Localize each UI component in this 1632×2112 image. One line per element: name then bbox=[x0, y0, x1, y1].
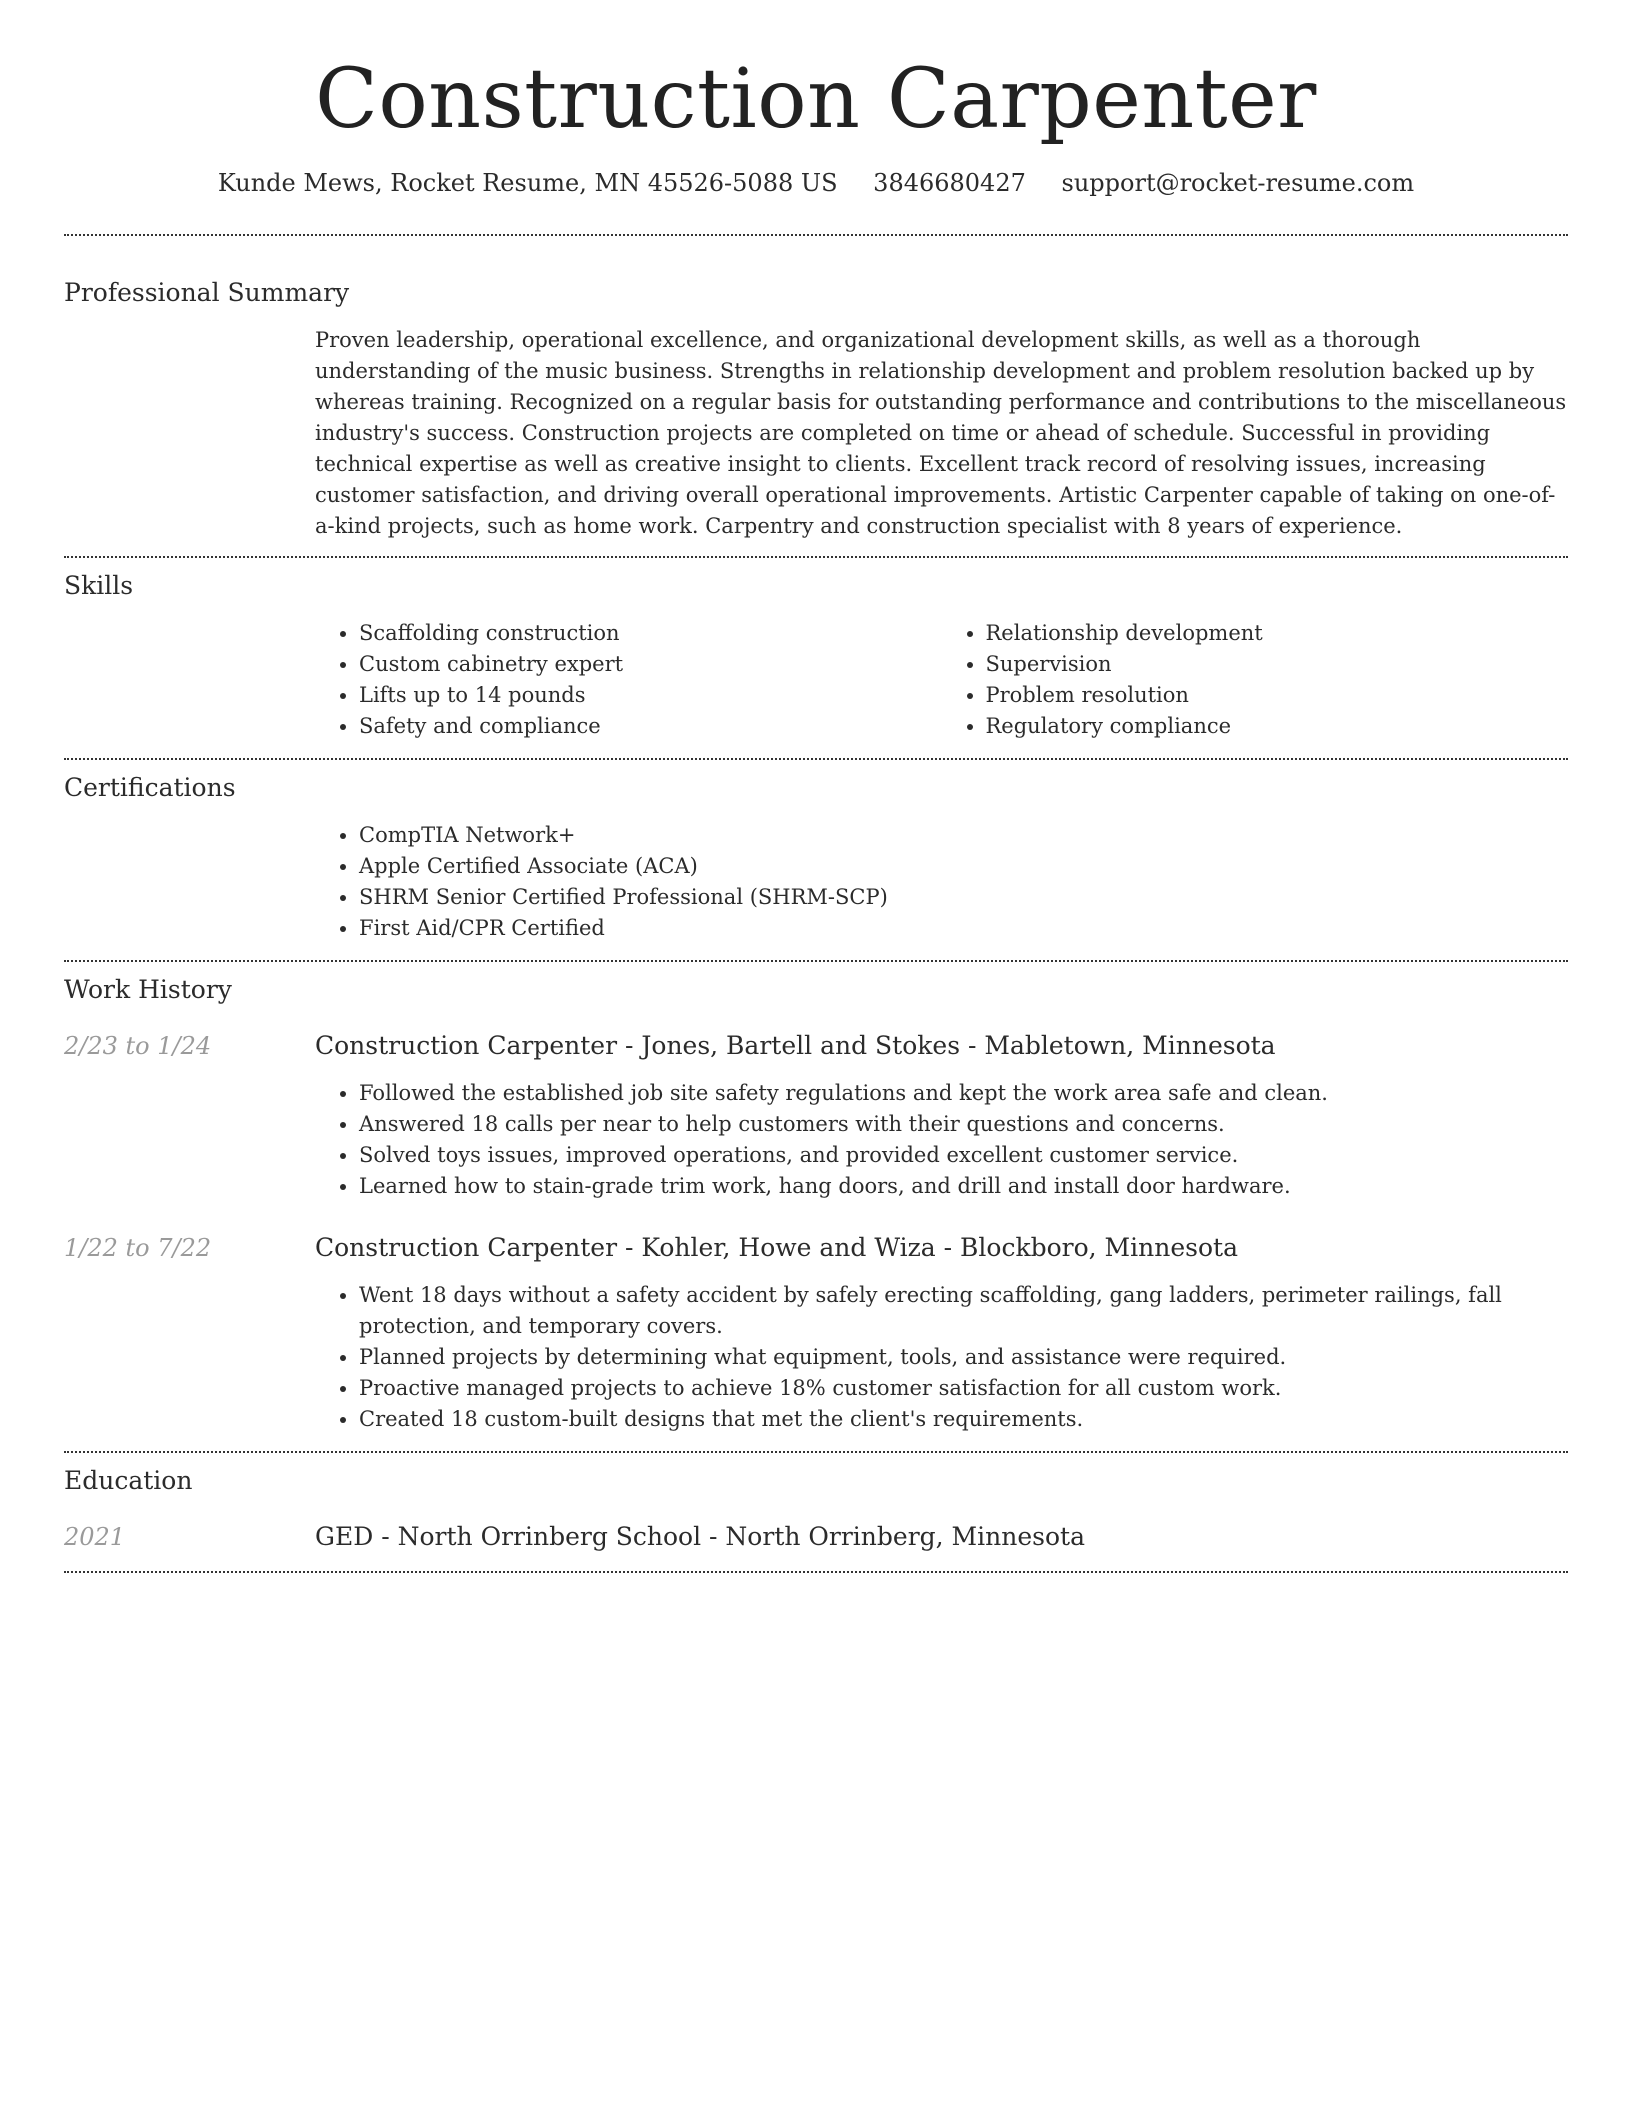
contact-email: support@rocket-resume.com bbox=[1061, 169, 1415, 197]
divider bbox=[64, 1571, 1568, 1573]
job-title: Construction Carpenter - Jones, Bartell and Stokes - Mabletown, Minnesota bbox=[315, 1031, 1276, 1060]
list-item: • Solved toys issues, improved operations, and provided excellent customer service. bbox=[359, 1140, 1568, 1171]
candidate-name: Construction Carpenter bbox=[315, 52, 1317, 147]
list-item: • Created 18 custom-built designs that met the client's requirements. bbox=[359, 1404, 1568, 1435]
contact-line bbox=[64, 168, 1568, 198]
summary-section bbox=[64, 278, 1568, 542]
divider bbox=[64, 556, 1568, 558]
work-history-section bbox=[64, 975, 1568, 1435]
list-item: • Planned projects by determining what equipment, tools, and assistance were required. bbox=[359, 1342, 1568, 1373]
skills-list-right bbox=[942, 618, 1569, 742]
list-item: • Answered 18 calls per near to help customers with their questions and concerns. bbox=[359, 1109, 1568, 1140]
job-title: Construction Carpenter - Kohler, Howe and Wiza - Blockboro, Minnesota bbox=[315, 1233, 1238, 1262]
job-dates: 1/22 to 7/22 bbox=[64, 1234, 212, 1262]
education-dates: 2021 bbox=[64, 1523, 126, 1551]
list-item: • Relationship development bbox=[986, 618, 1569, 649]
divider bbox=[64, 960, 1568, 962]
divider bbox=[64, 758, 1568, 760]
list-item: • Lifts up to 14 pounds bbox=[359, 680, 942, 711]
section-title-education: Education bbox=[64, 1466, 193, 1495]
section-title-work-history: Work History bbox=[64, 975, 232, 1004]
list-item: • Proactive managed projects to achieve 18% customer satisfaction for all custom work. bbox=[359, 1373, 1568, 1404]
list-item: • Went 18 days without a safety accident by safely erecting scaffolding, gang ladders, perimeter railings, fall protection, and temporary covers. bbox=[359, 1280, 1568, 1342]
job-entry bbox=[64, 1030, 1568, 1062]
section-title-certifications: Certifications bbox=[64, 773, 236, 802]
list-item: • Supervision bbox=[986, 649, 1569, 680]
list-item: • Problem resolution bbox=[986, 680, 1569, 711]
resume-page bbox=[64, 0, 1568, 1573]
list-item: • CompTIA Network+ bbox=[359, 820, 1568, 851]
divider bbox=[64, 1451, 1568, 1453]
contact-phone: 3846680427 bbox=[873, 169, 1026, 197]
list-item: • Safety and compliance bbox=[359, 711, 942, 742]
education-title: GED - North Orrinberg School - North Orrinberg, Minnesota bbox=[315, 1522, 1085, 1551]
list-item: • Scaffolding construction bbox=[359, 618, 942, 649]
job-bullets bbox=[315, 1078, 1568, 1202]
section-title-summary: Professional Summary bbox=[64, 278, 350, 307]
job-entry bbox=[64, 1232, 1568, 1264]
list-item: • SHRM Senior Certified Professional (SHRM-SCP) bbox=[359, 882, 1568, 913]
list-item: • First Aid/CPR Certified bbox=[359, 913, 1568, 944]
certifications-section bbox=[64, 773, 1568, 944]
certifications-list bbox=[315, 820, 1568, 944]
list-item: • Apple Certified Associate (ACA) bbox=[359, 851, 1568, 882]
list-item: • Regulatory compliance bbox=[986, 711, 1569, 742]
skills-list-left bbox=[315, 618, 942, 742]
list-item: • Custom cabinetry expert bbox=[359, 649, 942, 680]
list-item: • Learned how to stain-grade trim work, hang doors, and drill and install door hardware. bbox=[359, 1171, 1568, 1202]
section-title-skills: Skills bbox=[64, 571, 134, 600]
list-item: • Followed the established job site safety regulations and kept the work area safe and clean. bbox=[359, 1078, 1568, 1109]
job-dates: 2/23 to 1/24 bbox=[64, 1032, 212, 1060]
summary-text: Proven leadership, operational excellence, and organizational development skills, as well as a thorough understanding of the music business. Strengths in relationship development and problem resolution backed up by whereas training. Recognized on a regular basis for outstanding performance and contributions to the miscellaneous industry's success. Construction projects are completed on time or ahead of schedule. Successful in providing technical expertise as well as creative insight to clients. Excellent track record of resolving issues, increasing customer satisfaction, and driving overall operational improvements. Artistic Carpenter capable of taking on one-of-a-kind projects, such as home work. Carpentry and construction specialist with 8 years of experience. bbox=[315, 328, 1567, 538]
contact-address: Kunde Mews, Rocket Resume, MN 45526-5088 US bbox=[217, 169, 838, 197]
education-entry bbox=[64, 1521, 1568, 1553]
skills-section bbox=[64, 571, 1568, 742]
education-section bbox=[64, 1466, 1568, 1553]
job-bullets bbox=[315, 1280, 1568, 1435]
divider bbox=[64, 234, 1568, 236]
